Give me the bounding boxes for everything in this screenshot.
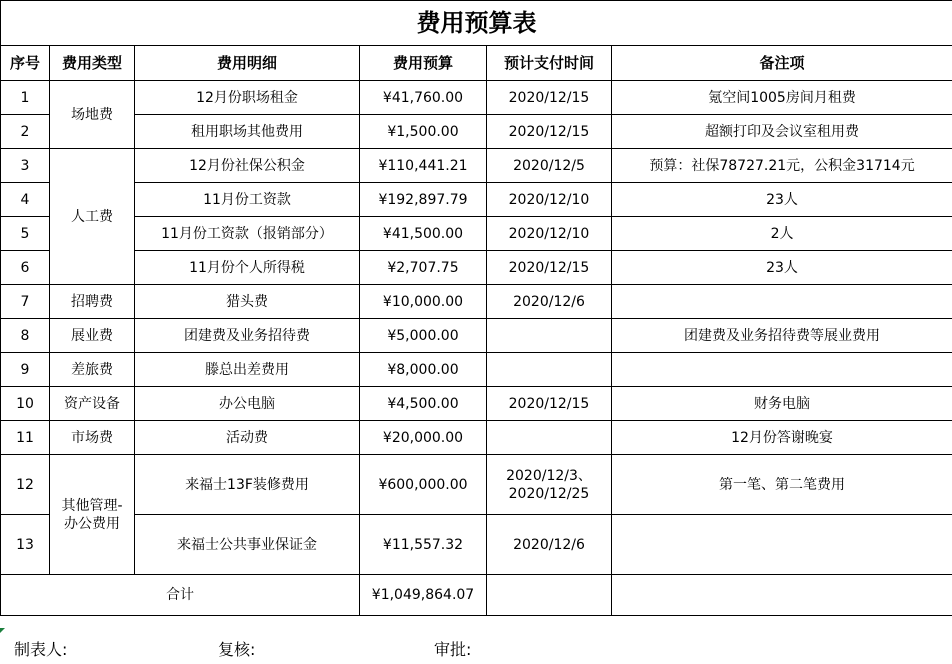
budget-cell[interactable]: ¥2,707.75 [360, 251, 487, 285]
budget-cell[interactable]: ¥5,000.00 [360, 319, 487, 353]
detail-cell[interactable]: 11月份个人所得税 [135, 251, 360, 285]
detail-cell[interactable]: 团建费及业务招待费 [135, 319, 360, 353]
seq-cell[interactable]: 11 [1, 421, 50, 455]
footer-approver: 审批: [434, 640, 472, 659]
type-cell-other[interactable] [50, 455, 135, 575]
note-cell[interactable]: 23人 [612, 251, 952, 285]
header-type: 费用类型 [50, 46, 135, 81]
time-cell[interactable] [487, 319, 612, 353]
header-time: 预计支付时间 [487, 46, 612, 81]
table-row [1, 251, 952, 285]
detail-cell[interactable]: 办公电脑 [135, 387, 360, 421]
table-row [1, 515, 952, 575]
budget-cell[interactable]: ¥8,000.00 [360, 353, 487, 387]
seq-cell[interactable]: 6 [1, 251, 50, 285]
budget-cell[interactable]: ¥1,500.00 [360, 115, 487, 149]
budget-cell[interactable]: ¥110,441.21 [360, 149, 487, 183]
detail-cell[interactable]: 来福士公共事业保证金 [135, 515, 360, 575]
table-row [1, 183, 952, 217]
detail-cell[interactable]: 猎头费 [135, 285, 360, 319]
time-line2: 2020/12/25 [508, 485, 590, 502]
table-row [1, 455, 952, 515]
time-cell[interactable] [487, 421, 612, 455]
note-cell[interactable] [612, 515, 952, 575]
table-row [1, 353, 952, 387]
note-cell[interactable]: 23人 [612, 183, 952, 217]
budget-cell[interactable]: ¥41,760.00 [360, 81, 487, 115]
time-cell[interactable]: 2020/12/15 [487, 115, 612, 149]
note-cell[interactable]: 第一笔、第二笔费用 [612, 455, 952, 515]
type-cell[interactable]: 差旅费 [50, 353, 135, 387]
budget-cell[interactable]: ¥11,557.32 [360, 515, 487, 575]
type-cell[interactable]: 招聘费 [50, 285, 135, 319]
time-cell[interactable]: 2020/12/15 [487, 251, 612, 285]
seq-cell[interactable]: 10 [1, 387, 50, 421]
time-cell[interactable]: 2020/12/15 [487, 81, 612, 115]
seq-cell[interactable]: 13 [1, 515, 50, 575]
note-cell[interactable]: 2人 [612, 217, 952, 251]
detail-cell[interactable]: 11月份工资款（报销部分） [135, 217, 360, 251]
time-line1: 2020/12/3、 [506, 467, 592, 484]
header-row [1, 46, 952, 81]
seq-cell[interactable]: 4 [1, 183, 50, 217]
header-budget: 费用预算 [360, 46, 487, 81]
header-detail: 费用明细 [135, 46, 360, 81]
detail-cell[interactable]: 11月份工资款 [135, 183, 360, 217]
detail-cell[interactable]: 12月份社保公积金 [135, 149, 360, 183]
type-cell[interactable]: 资产设备 [50, 387, 135, 421]
type-other-line1: 其他管理- [61, 497, 123, 514]
budget-cell[interactable]: ¥10,000.00 [360, 285, 487, 319]
time-cell[interactable] [487, 353, 612, 387]
note-cell[interactable] [612, 353, 952, 387]
cell-comment-marker [0, 628, 5, 633]
note-cell[interactable]: 团建费及业务招待费等展业费用 [612, 319, 952, 353]
table-row [1, 387, 952, 421]
time-cell[interactable]: 2020/12/10 [487, 217, 612, 251]
time-cell[interactable]: 2020/12/6 [487, 285, 612, 319]
table-row [1, 319, 952, 353]
detail-cell[interactable]: 租用职场其他费用 [135, 115, 360, 149]
budget-cell[interactable]: ¥20,000.00 [360, 421, 487, 455]
time-cell[interactable]: 2020/12/10 [487, 183, 612, 217]
detail-cell[interactable]: 来福士13F装修费用 [135, 455, 360, 515]
total-note-cell[interactable] [612, 575, 952, 616]
header-seq: 序号 [1, 46, 50, 81]
time-cell[interactable] [487, 455, 612, 515]
type-cell-labor[interactable]: 人工费 [50, 149, 135, 285]
budget-cell[interactable]: ¥41,500.00 [360, 217, 487, 251]
seq-cell[interactable]: 3 [1, 149, 50, 183]
table-row [1, 149, 952, 183]
total-label[interactable]: 合计 [1, 575, 360, 616]
detail-cell[interactable]: 滕总出差费用 [135, 353, 360, 387]
type-cell[interactable]: 展业费 [50, 319, 135, 353]
note-cell[interactable]: 财务电脑 [612, 387, 952, 421]
seq-cell[interactable]: 7 [1, 285, 50, 319]
note-cell[interactable]: 超额打印及会议室租用费 [612, 115, 952, 149]
type-cell-venue[interactable]: 场地费 [50, 81, 135, 149]
time-cell[interactable]: 2020/12/15 [487, 387, 612, 421]
table-row [1, 115, 952, 149]
note-cell[interactable] [612, 285, 952, 319]
table-row [1, 81, 952, 115]
time-cell[interactable]: 2020/12/5 [487, 149, 612, 183]
seq-cell[interactable]: 8 [1, 319, 50, 353]
seq-cell[interactable]: 12 [1, 455, 50, 515]
note-cell[interactable]: 12月份答谢晚宴 [612, 421, 952, 455]
table-title: 费用预算表 [1, 1, 952, 46]
total-value[interactable]: ¥1,049,864.07 [360, 575, 487, 616]
seq-cell[interactable]: 1 [1, 81, 50, 115]
table-row [1, 421, 952, 455]
type-cell[interactable]: 市场费 [50, 421, 135, 455]
note-cell[interactable]: 氪空间1005房间月租费 [612, 81, 952, 115]
seq-cell[interactable]: 9 [1, 353, 50, 387]
seq-cell[interactable]: 2 [1, 115, 50, 149]
detail-cell[interactable]: 活动费 [135, 421, 360, 455]
seq-cell[interactable]: 5 [1, 217, 50, 251]
table-row [1, 285, 952, 319]
type-other-line2: 办公费用 [64, 515, 120, 532]
total-row [1, 575, 952, 616]
total-time-cell[interactable] [487, 575, 612, 616]
budget-cell[interactable]: ¥4,500.00 [360, 387, 487, 421]
note-cell[interactable]: 预算：社保78727.21元，公积金31714元 [612, 149, 952, 183]
detail-cell[interactable]: 12月份职场租金 [135, 81, 360, 115]
footer-reviewer: 复核: [218, 640, 256, 659]
time-cell[interactable]: 2020/12/6 [487, 515, 612, 575]
budget-cell[interactable]: ¥192,897.79 [360, 183, 487, 217]
table-row [1, 217, 952, 251]
budget-cell[interactable]: ¥600,000.00 [360, 455, 487, 515]
footer-maker: 制表人: [14, 640, 68, 659]
header-note: 备注项 [612, 46, 952, 81]
